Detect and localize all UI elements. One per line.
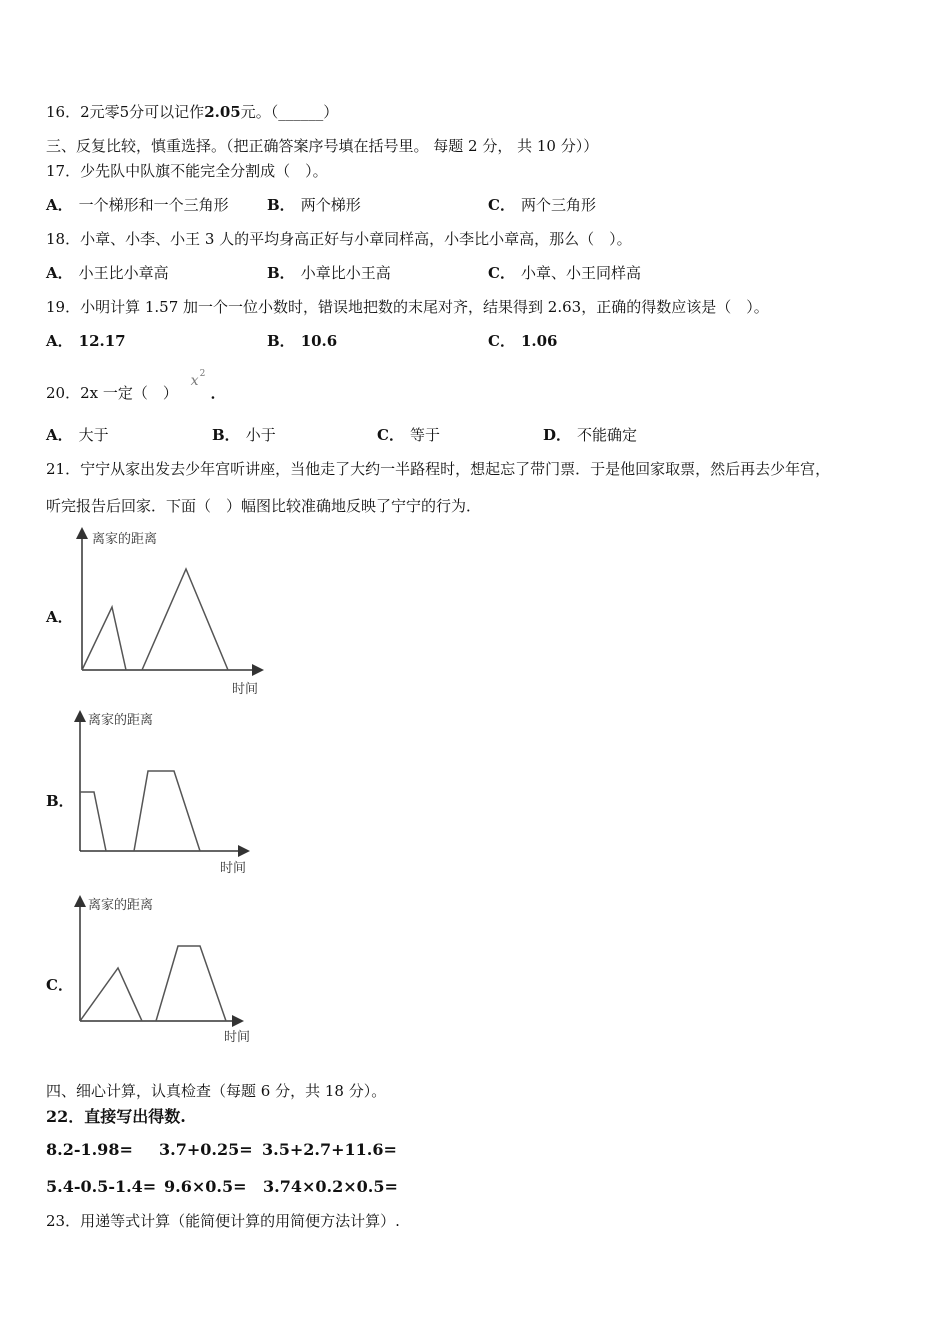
graph-c [68,895,258,1050]
question-19-text: 19．小明计算 1.57 加一个一位小数时，错误地把数的末尾对齐，结果得到 2.63，正确的得数应该是（ ）。 [46,298,769,316]
option-b: B． 小章比小王高 [267,264,391,282]
calc-expression: 9.6×0.5= [164,1177,247,1196]
option-b: B． 小于 [212,426,276,444]
path-segment [142,569,228,670]
question-20 [46,369,226,403]
path-segment [134,771,200,851]
x-base: x [190,373,199,389]
option-a: A． 小王比小章高 [46,264,169,282]
y-axis-label: 离家的距离 [92,532,158,547]
question-16-value: 2.05 [204,103,241,121]
calc-row-2 [46,1177,398,1196]
question-22-title: 22．直接写出得数. [46,1107,186,1126]
option-b: B． 10.6 [267,332,338,350]
option-c: C． 两个三角形 [488,196,596,214]
question-21-line-1: 21．宁宁从家出发去少年宫听讲座，当他走了大约一半路程时，想起忘了带门票．于是他回家取票，然后再去少年宫， [46,460,831,478]
x-axis-label: 时间 [220,861,247,876]
graph-b-label: B． [46,792,74,810]
x-axis-label: 时间 [224,1030,251,1045]
x-squared-expression [183,369,211,398]
calc-expression: 3.7+0.25= [159,1140,253,1159]
option-c: C． 小章、小王同样高 [488,264,641,282]
option-b: B． 两个梯形 [267,196,361,214]
option-a: A． 12.17 [46,332,126,350]
option-a: A． 大于 [46,426,109,444]
question-16-pre: 2元零5分可以记作 [80,103,205,121]
calc-expression: 8.2-1.98= [46,1140,133,1159]
x-axis-label: 时间 [232,682,259,697]
question-16-number: 16． [46,103,81,121]
y-axis-label: 离家的距离 [88,898,154,913]
path-segment [156,946,226,1021]
question-21-line-2: 听完报告后回家．下面（ ）幅图比较准确地反映了宁宁的行为． [46,497,482,515]
path-segment [80,792,106,851]
question-16-post: 元。（______） [240,103,339,121]
graph-b [68,710,258,880]
question-16 [46,102,338,122]
path-segment [82,607,126,670]
calc-expression: 3.5+2.7+11.6= [262,1140,397,1159]
question-20-post: ． [210,384,226,402]
option-c: C． 1.06 [488,332,558,350]
section-4-title: 四、细心计算，认真检查（每题 6 分，共 18 分）。 [46,1082,387,1100]
graph-a [70,525,270,700]
question-23-text: 23．用递等式计算（能简便计算的用简便方法计算）. [46,1212,400,1230]
path-segment [80,968,142,1021]
graph-a-label: A． [46,608,73,626]
question-20-pre: 2x 一定（ ） [80,384,178,402]
question-17-text: 17．少先队中队旗不能完全分割成（ ）。 [46,162,328,180]
question-18-text: 18．小章、小李、小王 3 人的平均身高正好与小章同样高，小李比小章高，那么（ ）。 [46,230,632,248]
calc-expression: 5.4-0.5-1.4= [46,1177,157,1196]
option-c: C． 等于 [377,426,440,444]
section-3-title: 三、反复比较，慎重选择。（把正确答案序号填在括号里。 每题 2 分， 共 10 分）） [46,137,599,155]
graph-c-label: C． [46,976,73,994]
x-exponent: 2 [199,369,206,379]
option-d: D． 不能确定 [543,426,638,444]
calc-expression: 3.74×0.2×0.5= [263,1177,398,1196]
y-axis-label: 离家的距离 [88,713,154,728]
calc-row-1 [46,1140,397,1159]
option-a: A． 一个梯形和一个三角形 [46,196,229,214]
question-20-number: 20． [46,384,81,402]
